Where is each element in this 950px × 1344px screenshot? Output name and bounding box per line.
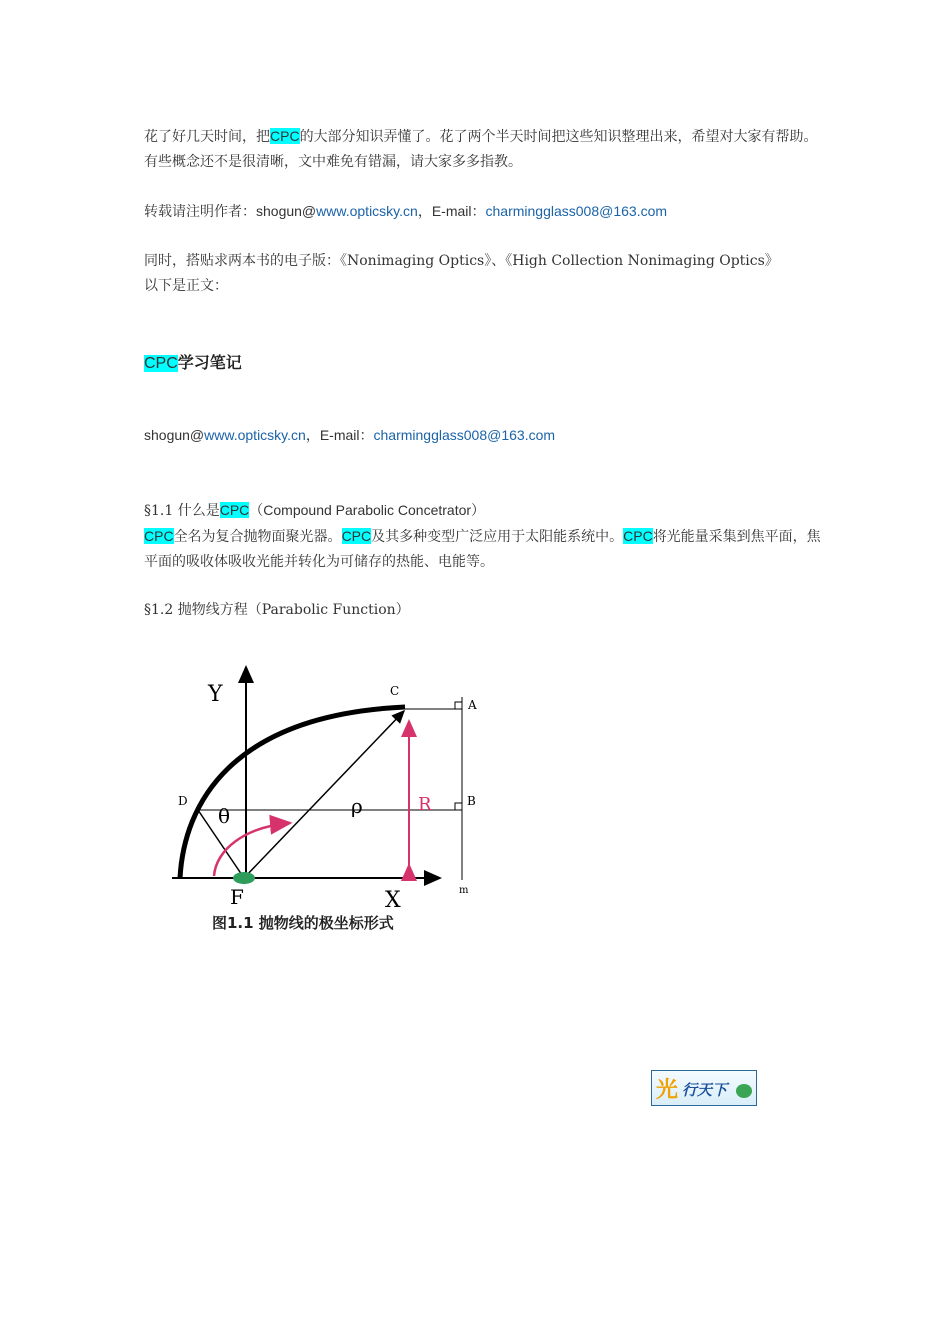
byline-author: shogun@ bbox=[144, 427, 205, 443]
intro-text-b: 的大部分知识弄懂了。花了两个半天时间把这些知识整理出来，希望对大家有帮助。有些概念还不是很清晰，文中难免有错漏，请大家多多指教。 bbox=[144, 129, 818, 170]
byline-email-label: ，E-mail： bbox=[305, 427, 374, 443]
parabola-figure bbox=[160, 655, 500, 949]
label-theta: θ bbox=[218, 804, 231, 828]
site-link[interactable]: www.opticsky.cn bbox=[316, 203, 418, 219]
s1-heading-a: §1.1 什么是 bbox=[144, 503, 220, 519]
label-d: D bbox=[178, 794, 188, 808]
author-name: shogun@ bbox=[256, 203, 317, 219]
s1-hl-1: CPC bbox=[144, 528, 174, 544]
s1-hl-3: CPC bbox=[623, 528, 653, 544]
s1-hl-2: CPC bbox=[341, 528, 372, 544]
byline-email-link[interactable]: charmingglass008@163.com bbox=[373, 427, 556, 443]
books-request bbox=[144, 249, 824, 299]
byline-site-link[interactable]: www.opticsky.cn bbox=[204, 427, 306, 443]
title-highlight: CPC bbox=[144, 355, 178, 372]
parabola-diagram bbox=[160, 655, 500, 945]
figure-caption: 图1.1 抛物线的极坐标形式 bbox=[212, 914, 394, 932]
section-1-1-heading bbox=[144, 498, 824, 524]
logo-text-b: 行天下 bbox=[682, 1081, 728, 1099]
label-a: A bbox=[468, 698, 477, 712]
email-link[interactable]: charmingglass008@163.com bbox=[485, 203, 668, 219]
site-logo[interactable] bbox=[651, 1070, 757, 1106]
right-angle-b bbox=[455, 803, 462, 810]
title-rest: 学习笔记 bbox=[177, 353, 242, 372]
label-m: m bbox=[459, 885, 469, 896]
intro-text-a: 花了好几天时间，把 bbox=[144, 129, 270, 145]
label-b: B bbox=[467, 794, 476, 808]
s1-heading-b: （Compound Parabolic Concetrator） bbox=[249, 502, 486, 518]
label-x: X bbox=[385, 888, 401, 913]
intro-paragraph bbox=[144, 124, 824, 175]
s1-text-1: 全名为复合抛物面聚光器。 bbox=[173, 529, 342, 545]
focus-point bbox=[233, 872, 255, 884]
email-label: ，E-mail： bbox=[417, 203, 486, 219]
byline bbox=[144, 423, 824, 449]
s1-text-2: 及其多种变型广泛应用于太阳能系统中。 bbox=[371, 529, 624, 545]
section-1-2-heading: §1.2 抛物线方程（Parabolic Function） bbox=[144, 602, 410, 618]
parabola-curve bbox=[180, 707, 405, 878]
line-f-c bbox=[244, 711, 404, 878]
label-f: F bbox=[230, 885, 244, 909]
logo-graphic bbox=[652, 1071, 756, 1105]
section-1-1-body bbox=[144, 524, 824, 575]
repost-prefix: 转载请注明作者： bbox=[144, 204, 256, 220]
section-1-1 bbox=[144, 498, 824, 575]
s1-text-3: 将光能量采集到焦平面，焦平面的吸收体吸收光能并转化为可储存的热能、电能等。 bbox=[144, 529, 821, 570]
label-r: R bbox=[418, 794, 432, 815]
page-title bbox=[144, 350, 242, 373]
books-line: 同时，搭贴求两本书的电子版：《Nonimaging Optics》、《High Collection Nonimaging Optics》 bbox=[144, 253, 779, 269]
label-rho: ρ bbox=[351, 794, 363, 818]
repost-notice bbox=[144, 199, 824, 225]
logo-text-a: 光 bbox=[656, 1078, 679, 1103]
theta-arc bbox=[214, 823, 290, 876]
logo-globe-icon bbox=[736, 1084, 752, 1098]
cpc-highlight: CPC bbox=[270, 128, 300, 144]
body-intro: 以下是正文： bbox=[144, 278, 228, 294]
label-y: Y bbox=[208, 682, 223, 707]
right-angle-a bbox=[455, 702, 462, 709]
s1-heading-highlight: CPC bbox=[219, 502, 250, 518]
label-c: C bbox=[390, 684, 400, 698]
